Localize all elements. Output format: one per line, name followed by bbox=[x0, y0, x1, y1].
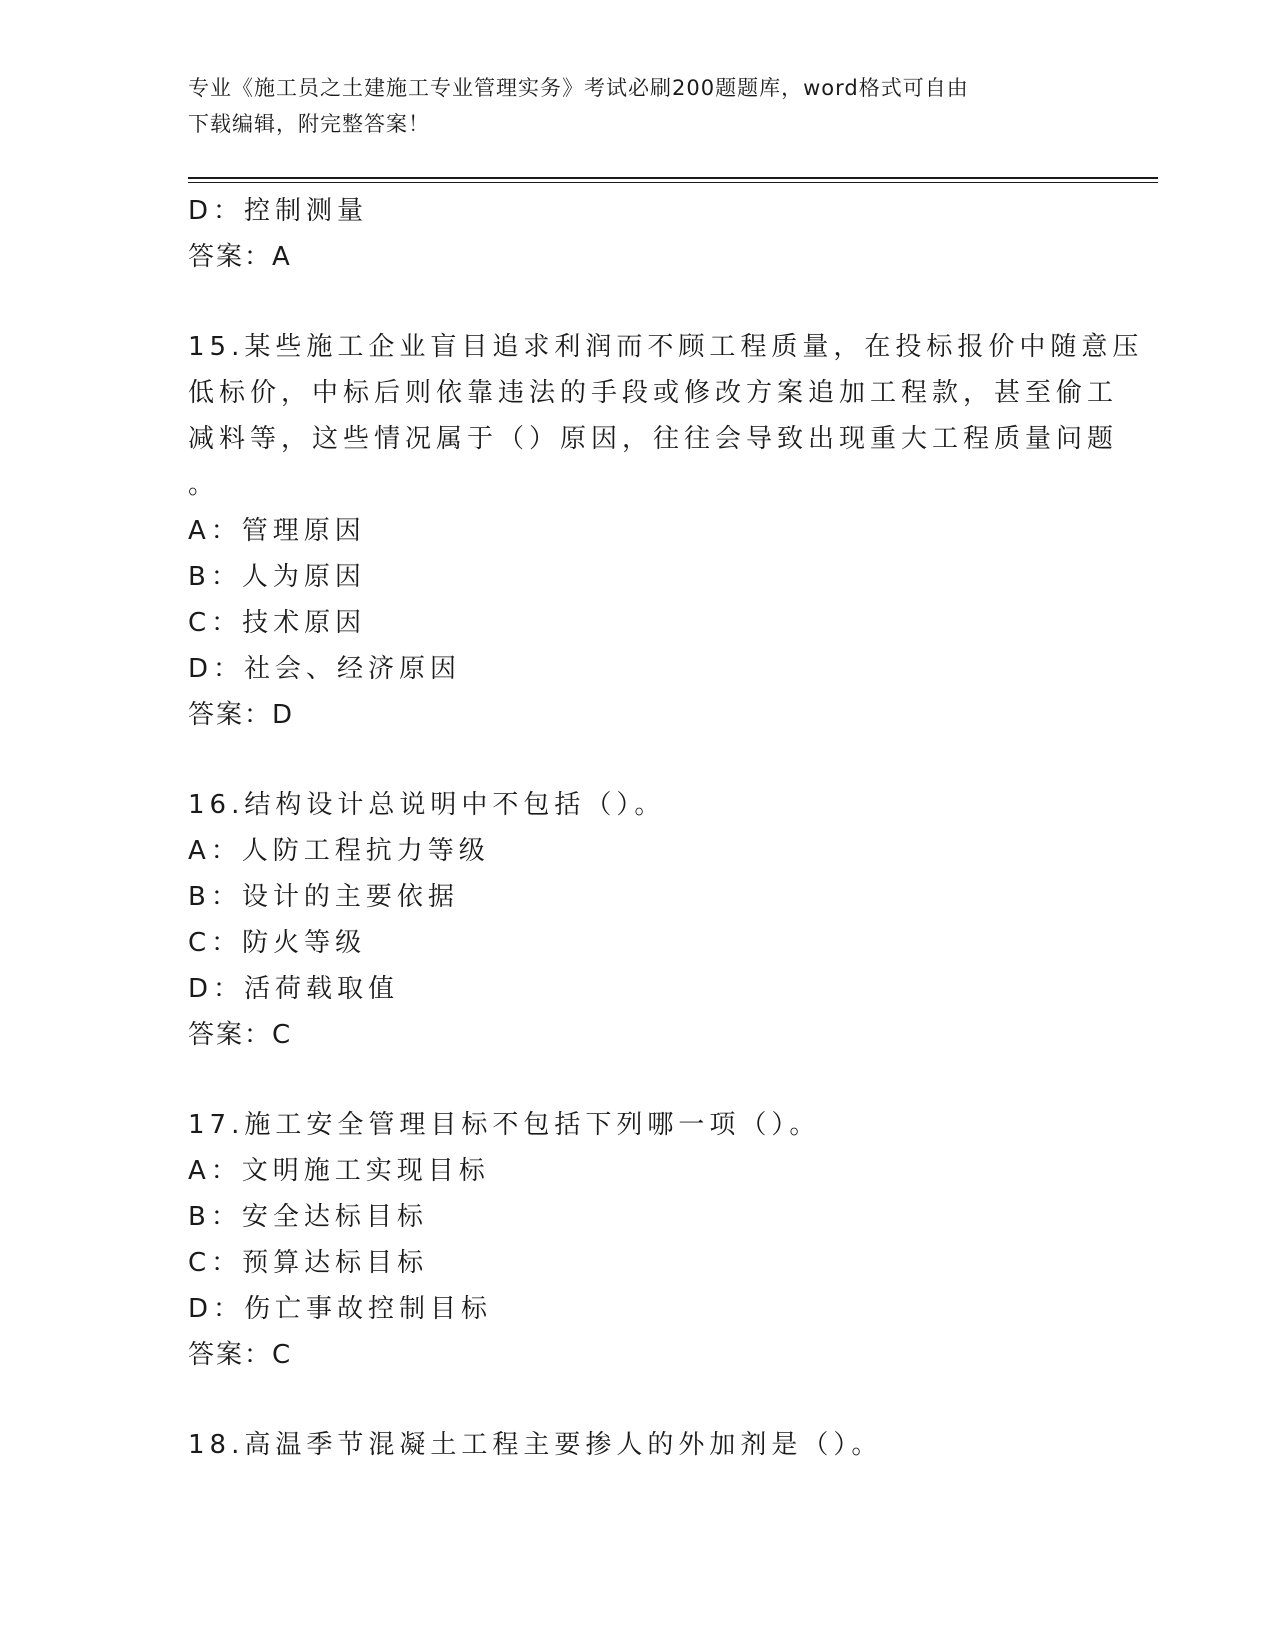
answer-line: 答案：A bbox=[188, 242, 292, 272]
question-text-line: 18.高温季节混凝土工程主要掺人的外加剂是（）。 bbox=[188, 1430, 883, 1460]
header-line-1: 专业《施工员之土建施工专业管理实务》考试必刷200题题库，word格式可自由 bbox=[188, 76, 969, 100]
spacer bbox=[188, 1058, 1088, 1102]
header-line-2: 下载编辑，附完整答案！ bbox=[188, 112, 430, 136]
header-divider-thick bbox=[188, 177, 1158, 179]
document-header bbox=[188, 70, 1088, 142]
spacer bbox=[188, 280, 1088, 324]
question-text-line: 17.施工安全管理目标不包括下列哪一项（）。 bbox=[188, 1110, 821, 1140]
option-a: A：文明施工实现目标 bbox=[188, 1156, 490, 1186]
option-c: C：技术原因 bbox=[188, 608, 367, 638]
option-b: B：人为原因 bbox=[188, 562, 366, 592]
question-text-line: 16.结构设计总说明中不包括（）。 bbox=[188, 790, 666, 820]
answer-line: 答案：D bbox=[188, 700, 295, 730]
option-d: D：控制测量 bbox=[188, 196, 369, 226]
option-d: D：社会、经济原因 bbox=[188, 654, 462, 684]
question-16 bbox=[188, 782, 1088, 1058]
option-a: A：管理原因 bbox=[188, 516, 366, 546]
spacer bbox=[188, 738, 1088, 782]
question-17 bbox=[188, 1102, 1088, 1378]
option-a: A：人防工程抗力等级 bbox=[188, 836, 490, 866]
spacer bbox=[188, 1378, 1088, 1422]
previous-question-tail bbox=[188, 188, 1088, 280]
question-text-line: 减料等，这些情况属于（）原因，往往会导致出现重大工程质量问题 bbox=[188, 424, 1119, 454]
question-15 bbox=[188, 324, 1144, 738]
option-d: D：伤亡事故控制目标 bbox=[188, 1294, 493, 1324]
question-text-line: 低标价，中标后则依靠违法的手段或修改方案追加工程款，甚至偷工 bbox=[188, 378, 1119, 408]
answer-line: 答案：C bbox=[188, 1020, 293, 1050]
option-b: B：安全达标目标 bbox=[188, 1202, 428, 1232]
question-text-line: 。 bbox=[188, 470, 220, 500]
document-body bbox=[188, 188, 1144, 1468]
header-divider-thin bbox=[188, 182, 1158, 183]
question-18 bbox=[188, 1422, 1088, 1468]
option-b: B：设计的主要依据 bbox=[188, 882, 459, 912]
option-c: C：预算达标目标 bbox=[188, 1248, 429, 1278]
question-text-line: 15.某些施工企业盲目追求利润而不顾工程质量，在投标报价中随意压 bbox=[188, 332, 1144, 362]
answer-line: 答案：C bbox=[188, 1340, 293, 1370]
option-c: C：防火等级 bbox=[188, 928, 367, 958]
option-d: D：活荷载取值 bbox=[188, 974, 400, 1004]
